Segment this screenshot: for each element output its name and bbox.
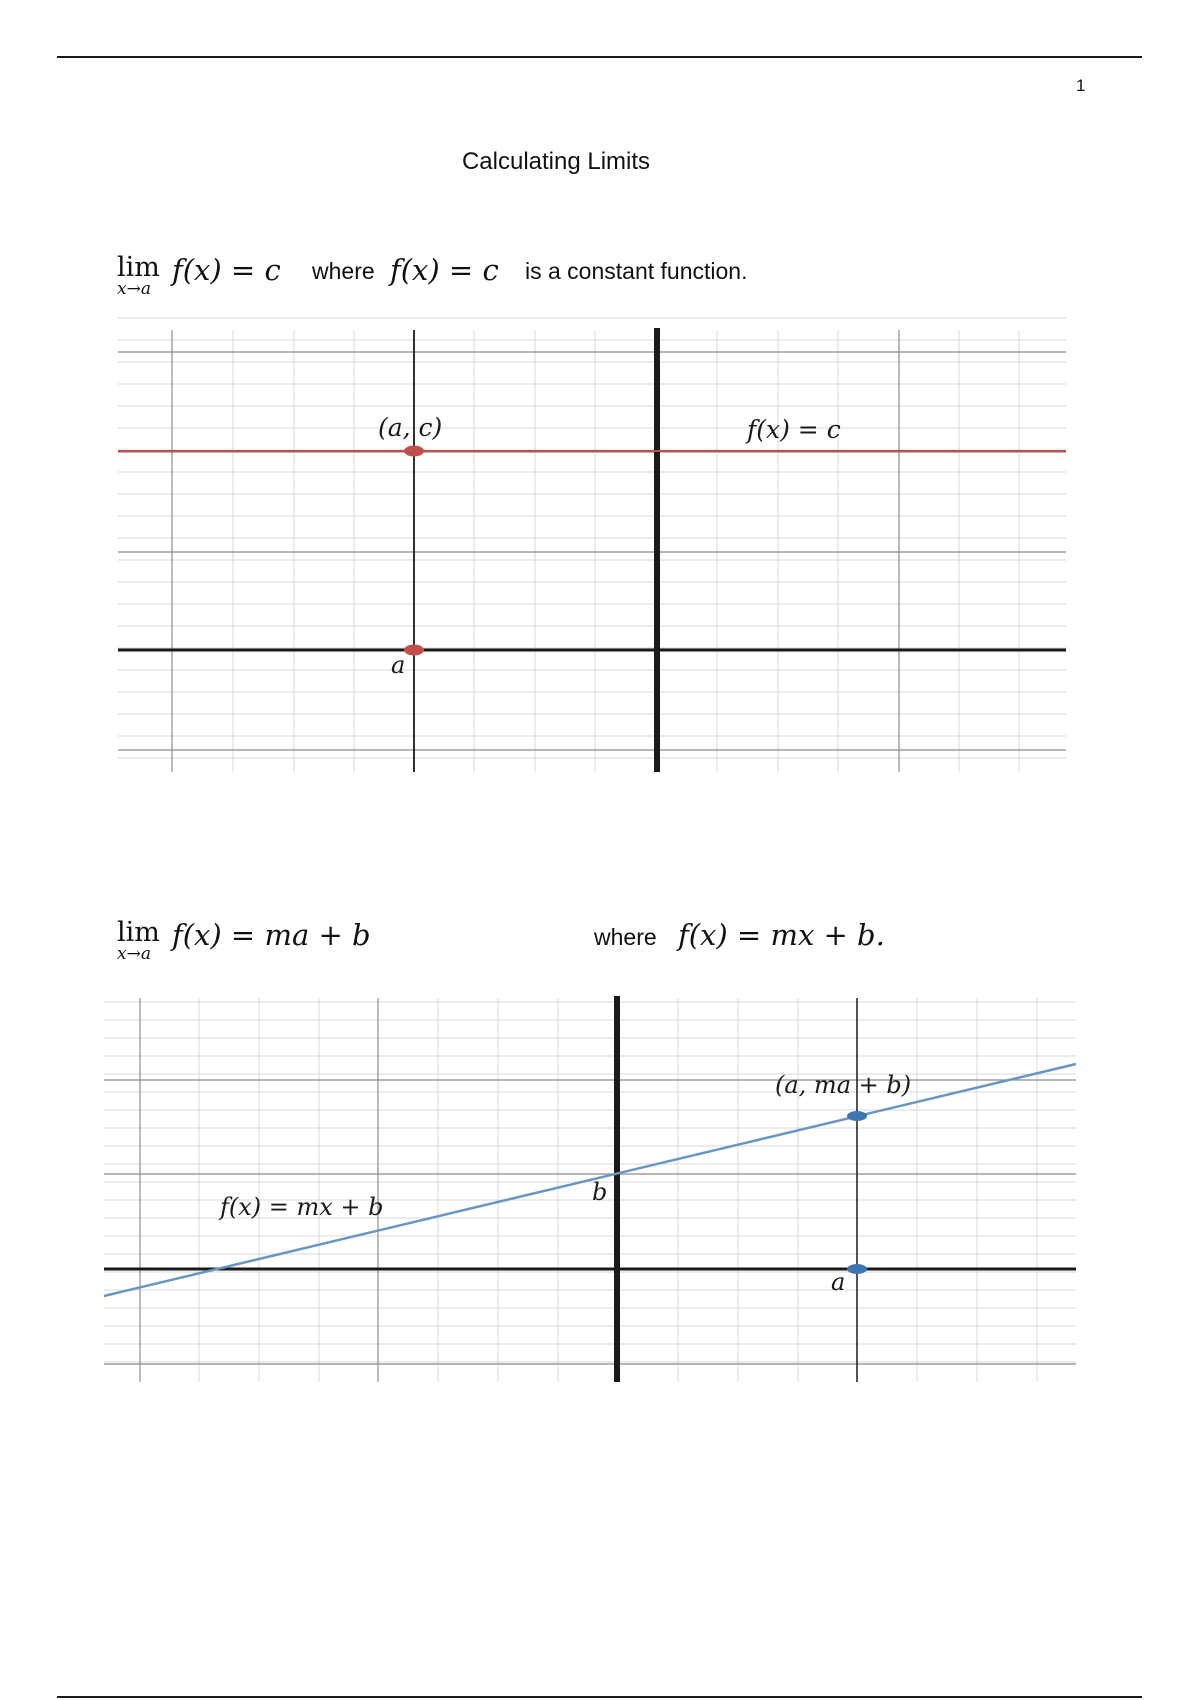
linear-function-line xyxy=(104,1064,1076,1296)
page-number: 1 xyxy=(1076,76,1086,95)
point-a-ma-plus-b xyxy=(847,1111,867,1121)
function-label-linear: f(x) = mx + b xyxy=(220,1193,384,1221)
limit-lhs-2: f(x) = ma + b xyxy=(172,918,371,952)
limit-lhs-1: f(x) = c xyxy=(172,253,281,287)
axis-label-a: a xyxy=(391,651,406,679)
lim-word: lim xyxy=(117,252,160,283)
point-label-a-c: (a, c) xyxy=(378,413,443,442)
lim-subscript: x→a xyxy=(117,944,151,964)
lim-word: lim xyxy=(117,917,160,948)
grid-minor xyxy=(104,998,1076,1382)
description-text-1: is a constant function. xyxy=(525,258,748,284)
function-definition-1: f(x) = c xyxy=(390,253,499,287)
footer-rule xyxy=(57,1696,1142,1698)
point-label-a-ma-plus-b: (a, ma + b) xyxy=(775,1071,912,1099)
where-text-2: where xyxy=(594,924,657,950)
where-text-1: where xyxy=(312,258,375,284)
point-a-on-axis xyxy=(847,1264,867,1274)
function-definition-2: f(x) = mx + b. xyxy=(678,918,885,952)
lim-subscript: x→a xyxy=(117,279,151,299)
axis-label-a: a xyxy=(831,1268,846,1296)
function-label-constant: f(x) = c xyxy=(747,415,841,444)
intercept-label-b: b xyxy=(592,1178,608,1206)
page-title: Calculating Limits xyxy=(461,148,651,175)
